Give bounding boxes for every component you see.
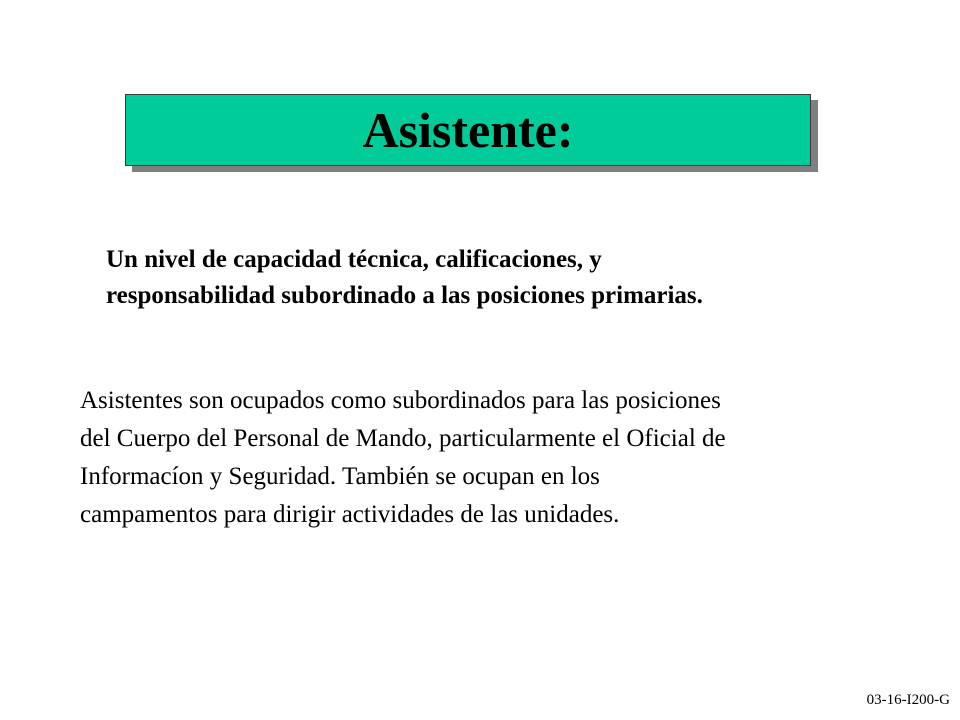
description-line: del Cuerpo del Personal de Mando, particularmente el Oficial de (80, 425, 726, 452)
description-text (80, 382, 940, 534)
description-line: campamentos para dirigir actividades de las unidades. (80, 501, 620, 528)
definition-text (106, 242, 906, 314)
title-box (125, 94, 811, 166)
footer-code: 03-16-I200-G (866, 692, 950, 708)
description-line: Asistentes son ocupados como subordinados para las posiciones (80, 387, 721, 414)
definition-line: responsabilidad subordinado a las posiciones primarias. (106, 282, 703, 309)
description-line: Informacíon y Seguridad. También se ocupan en los (80, 463, 600, 490)
definition-line: Un nivel de capacidad técnica, calificaciones, y (106, 246, 602, 273)
slide-title: Asistente: (362, 102, 574, 158)
